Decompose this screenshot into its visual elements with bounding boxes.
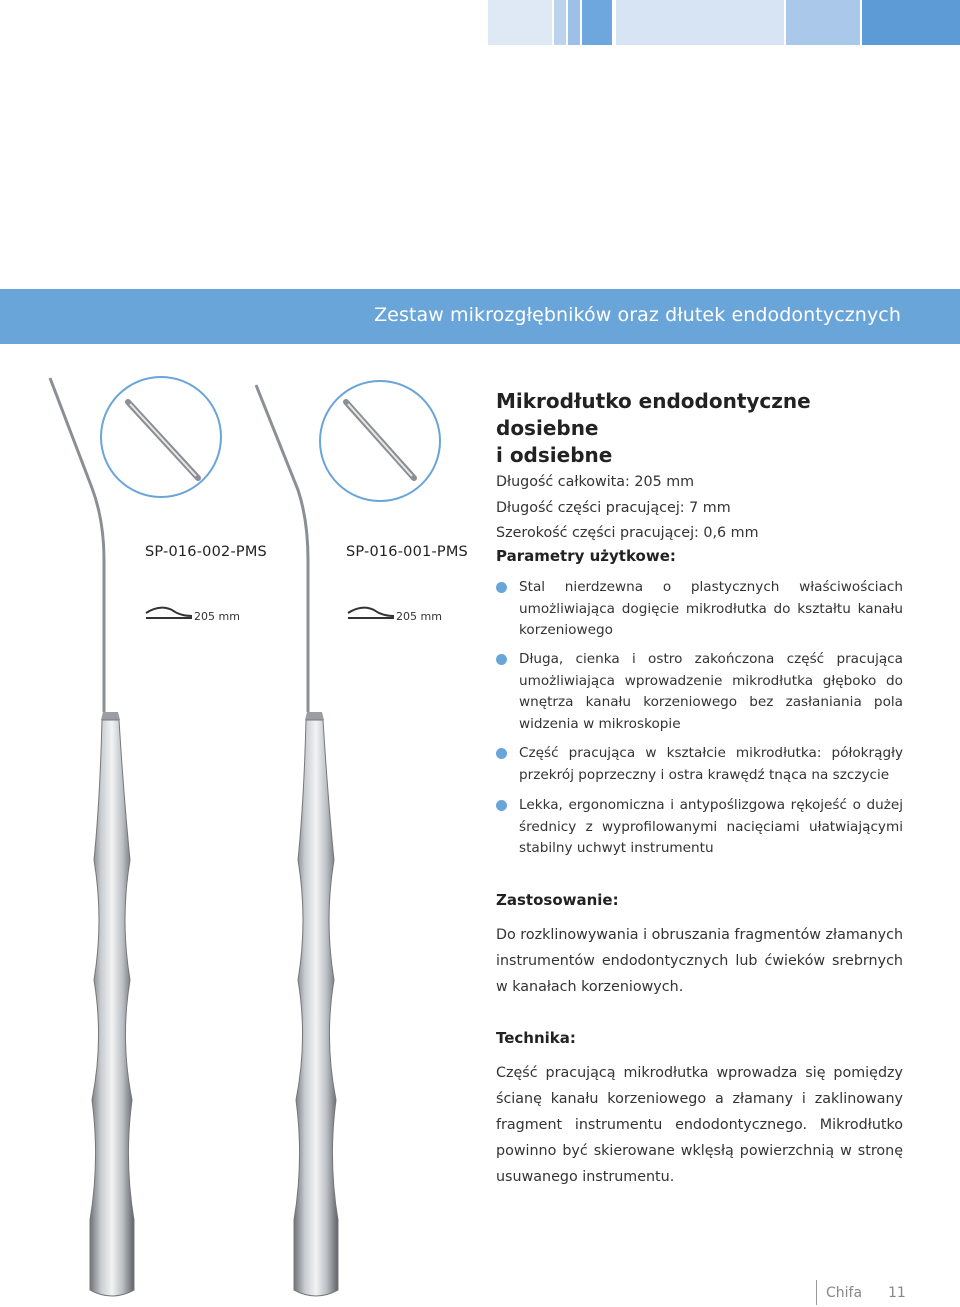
bullet-icon bbox=[496, 654, 507, 665]
params-heading: Parametry użytkowe: bbox=[496, 547, 676, 565]
footer-divider bbox=[816, 1280, 817, 1305]
color-bar bbox=[568, 0, 580, 45]
bullet-text: Długa, cienka i ostro zakończona część pracująca umożliwiająca wprowadzenie mikrodłutka głęboko do wnętrza kanału korzeniowego bez zasłaniania pola widzenia w mikroskopie bbox=[519, 651, 903, 732]
color-bar bbox=[616, 0, 784, 45]
footer-brand: Chifa bbox=[826, 1285, 863, 1301]
usage-text: Do rozklinowywania i obruszania fragmentów złamanych instrumentów endodontycznych lub ćwieków srebrnych w kanałach korzeniowych. bbox=[496, 927, 904, 995]
length-label-2: 205 mm bbox=[396, 610, 442, 623]
page-number: 11 bbox=[888, 1285, 906, 1301]
bullet-icon bbox=[496, 800, 507, 811]
product-code-1: SP-016-002-PMS bbox=[145, 544, 267, 560]
section-title: Zestaw mikrozgłębników oraz dłutek endodontycznych bbox=[374, 304, 901, 326]
instrument-illustration bbox=[0, 344, 480, 1304]
length-label-1: 205 mm bbox=[194, 610, 240, 623]
bullet-text: Lekka, ergonomiczna i antypoślizgowa rękojeść o dużej średnicy z wyprofilowanymi nacięciami ułatwiającymi stabilny uchwyt instrumentu bbox=[519, 797, 903, 856]
bullet-text: Stal nierdzewna o plastycznych właściwościach umożliwiająca dogięcie mikrodłutka do kształtu kanału korzeniowego bbox=[519, 579, 903, 638]
tip-detail-1 bbox=[101, 377, 221, 497]
color-bar bbox=[862, 0, 960, 45]
color-bar bbox=[554, 0, 566, 45]
spec-working-length: Długość części pracującej: 7 mm bbox=[496, 499, 731, 516]
instrument-2 bbox=[256, 385, 338, 1296]
spec-total-length: Długość całkowita: 205 mm bbox=[496, 474, 695, 490]
color-bar bbox=[582, 0, 612, 45]
bullet-text: Część pracująca w kształcie mikrodłutka: półokrągły przekrój poprzeczny i ostra krawędź tnąca na szczycie bbox=[519, 745, 903, 783]
product-title-line2: i odsiebne bbox=[496, 443, 613, 467]
instrument-1 bbox=[50, 378, 134, 1296]
technique-text: Część pracującą mikrodłutka wprowadza się pomiędzy ścianę kanału korzeniowego a złamany i zaklinowany fragment instrumentu endodontycznego. Mikrodłutko powinno być skierowane wklęsłą powierzchnią w stronę usuwanego instrumentu. bbox=[496, 1065, 903, 1185]
spec-working-width: Szerokość części pracującej: 0,6 mm bbox=[496, 525, 759, 541]
product-code-2: SP-016-001-PMS bbox=[346, 544, 468, 560]
length-icon bbox=[348, 608, 394, 618]
technique-heading: Technika: bbox=[496, 1029, 576, 1047]
product-header bbox=[496, 388, 903, 547]
color-bar bbox=[786, 0, 860, 45]
color-bar bbox=[488, 0, 552, 45]
bullet-icon bbox=[496, 582, 507, 593]
tip-detail-2 bbox=[320, 381, 440, 501]
length-icon bbox=[146, 608, 192, 618]
product-title: Mikrodłutko endodontyczne dosiebne bbox=[496, 389, 811, 440]
usage-heading: Zastosowanie: bbox=[496, 891, 619, 909]
header-color-bars bbox=[488, 0, 960, 45]
section-banner bbox=[0, 289, 960, 344]
bullet-icon bbox=[496, 748, 507, 759]
